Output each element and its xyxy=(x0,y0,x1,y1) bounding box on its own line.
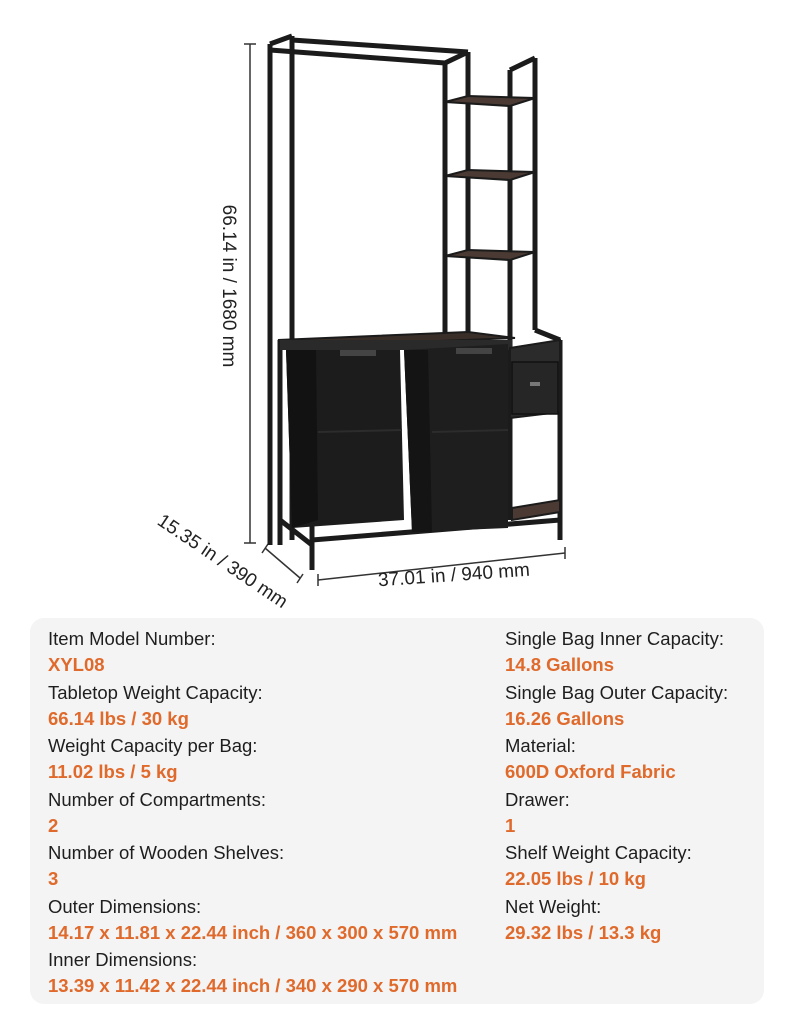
spec-value: 11.02 lbs / 5 kg xyxy=(48,761,178,782)
specifications-panel xyxy=(30,618,764,1004)
bottom-shelf xyxy=(512,500,560,520)
spec-net-weight xyxy=(505,894,755,948)
specs-left-column xyxy=(48,626,498,1001)
drawer xyxy=(512,362,558,414)
spec-value: 29.32 lbs / 13.3 kg xyxy=(505,921,662,943)
spec-label: Inner Dimensions: xyxy=(48,949,198,970)
spec-value: 14.17 x 11.81 x 22.44 inch / 360 x 300 x 570 mm xyxy=(48,921,458,943)
spec-wooden-shelves xyxy=(48,840,498,894)
spec-label: Net Weight: xyxy=(505,895,602,917)
spec-outer-dimensions xyxy=(48,894,498,948)
spec-label: Tabletop Weight Capacity: xyxy=(48,681,263,703)
spec-value: 2 xyxy=(48,814,59,836)
specs-right-column xyxy=(505,626,755,947)
spec-label: Drawer: xyxy=(505,788,570,810)
width-dimension-label: 37.01 in / 940 mm xyxy=(377,559,531,592)
spec-bag-inner-capacity xyxy=(505,626,755,680)
depth-dimension-label: 15.35 in / 390 mm xyxy=(153,510,292,613)
spec-tabletop-capacity xyxy=(48,680,498,734)
laundry-bags xyxy=(286,344,508,532)
spec-value: 600D Oxford Fabric xyxy=(505,761,676,782)
spec-material xyxy=(505,733,755,787)
depth-dimension-line xyxy=(265,548,300,578)
spec-bag-outer-capacity xyxy=(505,680,755,734)
wooden-shelves xyxy=(445,96,535,260)
spec-value: 16.26 Gallons xyxy=(505,707,625,729)
spec-value: 3 xyxy=(48,868,59,889)
spec-label: Material: xyxy=(505,735,576,756)
spec-label: Single Bag Outer Capacity: xyxy=(505,681,729,703)
spec-label: Single Bag Inner Capacity: xyxy=(505,628,725,649)
spec-label: Item Model Number: xyxy=(48,628,216,649)
spec-value: 14.8 Gallons xyxy=(505,654,614,675)
spec-compartments xyxy=(48,787,498,841)
spec-value: 1 xyxy=(505,814,516,836)
spec-label: Number of Wooden Shelves: xyxy=(48,842,285,863)
spec-inner-dimensions xyxy=(48,947,498,1001)
spec-label: Outer Dimensions: xyxy=(48,895,202,917)
spec-label: Number of Compartments: xyxy=(48,788,266,810)
height-dimension-label: 66.14 in / 1680 mm xyxy=(218,204,239,368)
spec-item-model xyxy=(48,626,498,680)
spec-value: 66.14 lbs / 30 kg xyxy=(48,707,189,729)
spec-shelf-capacity xyxy=(505,840,755,894)
spec-label: Shelf Weight Capacity: xyxy=(505,842,692,863)
spec-value: 22.05 lbs / 10 kg xyxy=(505,868,646,889)
spec-value: 13.39 x 11.42 x 22.44 inch / 340 x 290 x 570 mm xyxy=(48,975,458,996)
spec-bag-capacity xyxy=(48,733,498,787)
spec-value: XYL08 xyxy=(48,654,105,675)
spec-drawer xyxy=(505,787,755,841)
drawer-handle xyxy=(530,382,540,386)
spec-label: Weight Capacity per Bag: xyxy=(48,735,258,756)
